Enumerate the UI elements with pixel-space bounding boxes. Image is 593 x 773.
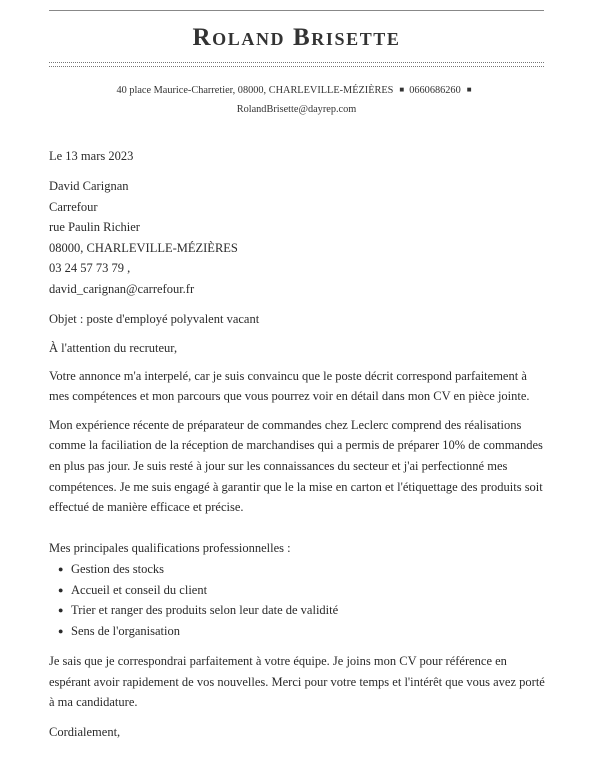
- bullet-icon: ●: [58, 626, 64, 637]
- recipient-block: [49, 176, 549, 300]
- bullet-icon: ●: [58, 563, 64, 574]
- list-item: [58, 621, 549, 642]
- recipient-company: Carrefour: [49, 199, 98, 214]
- bullet-icon: ●: [58, 605, 64, 616]
- square-separator-icon: ■: [466, 85, 472, 94]
- sender-address: 40 place Maurice-Charretier, 08000, CHARLEVILLE-MÉZIÈRES: [116, 85, 394, 96]
- sender-email: RolandBrisette@dayrep.com: [236, 104, 357, 115]
- sender-name: Roland Brisette: [192, 24, 401, 51]
- square-separator-icon: ■: [399, 85, 405, 94]
- paragraph-intro: Votre annonce m'a interpelé, car je suis convaincu que le poste décrit correspond parfaitement à mes compétences et mon parcours que vous pourrez voir en détail dans mon CV en pièce jointe.: [49, 368, 530, 404]
- sender-phone: 0660686260: [409, 85, 461, 96]
- list-item: [58, 600, 549, 621]
- qualification-text: Sens de l'organisation: [71, 624, 180, 639]
- recipient-email: david_carignan@carrefour.fr: [49, 281, 195, 296]
- qualification-text: Trier et ranger des produits selon leur date de validité: [71, 603, 339, 618]
- letter-date: Le 13 mars 2023: [49, 149, 134, 163]
- bullet-icon: ●: [58, 584, 64, 595]
- sender-contact: [0, 80, 593, 119]
- letter-signoff: Cordialement,: [49, 724, 121, 739]
- qualification-text: Accueil et conseil du client: [71, 582, 208, 597]
- qualifications-list: [49, 559, 549, 642]
- header-double-rule: [49, 62, 544, 67]
- letter-body: [49, 146, 549, 742]
- qualification-text: Gestion des stocks: [71, 561, 165, 576]
- list-item: [58, 559, 549, 580]
- letter-greeting: À l'attention du recruteur,: [49, 340, 178, 355]
- recipient-city: 08000, CHARLEVILLE-MÉZIÈRES: [49, 240, 238, 255]
- list-item: [58, 580, 549, 601]
- paragraph-experience: Mon expérience récente de préparateur de commandes chez Leclerc comprend des réalisations comme la faciliation de la réception de marchandises qui a permis de préparer 10% de commandes en plus pas jour. Je suis resté à jour sur les connaissances du secteur et j'ai perfectionné mes compétences. Je me suis engagé à garantir que le la mise en carton et l'étiquettage des produits soit effectué de manière efficace et précise.: [49, 417, 543, 515]
- contact-line-1: [0, 80, 593, 100]
- header-top-rule: [49, 10, 544, 11]
- contact-line-2: [0, 100, 593, 119]
- recipient-name: David Carignan: [49, 179, 129, 193]
- recipient-phone: 03 24 57 73 79 ,: [49, 261, 131, 276]
- letter-subject: Objet : poste d'employé polyvalent vacant: [49, 311, 260, 326]
- paragraph-closing: Je sais que je correspondrai parfaitement à votre équipe. Je joins mon CV pour référence en espérant avoir rapidement de vos nouvelles. Merci pour votre temps et l'intérêt que vous avez porté à ma candidature.: [49, 653, 545, 710]
- recipient-street: rue Paulin Richier: [49, 220, 140, 235]
- qualifications-heading: Mes principales qualifications professionnelles :: [49, 540, 291, 555]
